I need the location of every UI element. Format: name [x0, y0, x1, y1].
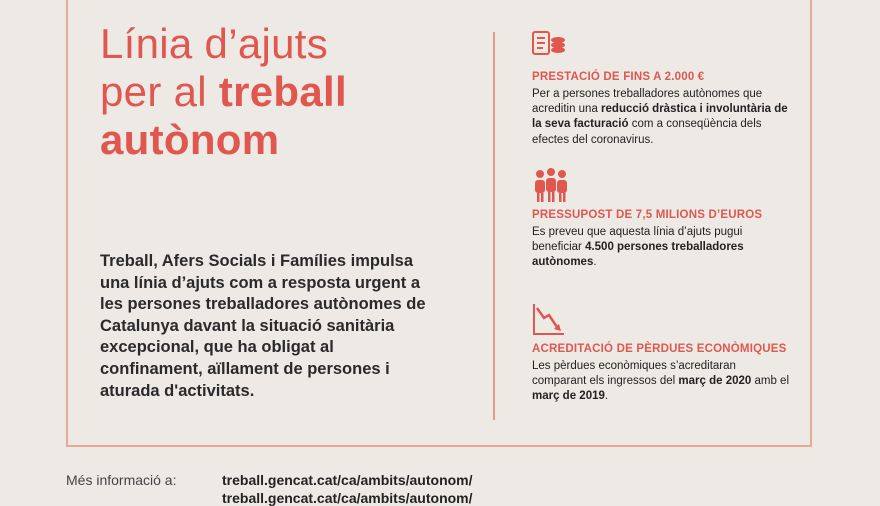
- item-body-bold: març de 2019: [532, 390, 605, 403]
- info-item-budget: [532, 168, 792, 271]
- item-heading: PRESSUPOST DE 7,5 MILIONS D’EUROS: [532, 209, 763, 221]
- info-item-benefit: [532, 30, 792, 148]
- item-body-bold: 4.500 persones treballadores autònomes: [532, 241, 744, 269]
- item-body: [532, 87, 792, 148]
- title-line-2-light: per al: [100, 68, 219, 115]
- item-body-text: amb el: [751, 375, 789, 388]
- column-divider: [493, 32, 495, 420]
- item-heading: PRESTACIÓ DE FINS A 2.000 €: [532, 71, 705, 83]
- item-heading: ACREDITACIÓ DE PÈRDUES ECONÒMIQUES: [532, 343, 787, 355]
- title-line-2-bold: treball: [218, 68, 347, 115]
- people-group-icon: [532, 168, 568, 204]
- more-info-link[interactable]: treball.gencat.cat/ca/ambits/autonom/: [222, 472, 473, 488]
- title-line-3: autònom: [100, 116, 280, 163]
- item-body-text: Per a persones treballadores autònomes que acreditin una: [532, 88, 763, 116]
- declining-chart-icon: [532, 302, 568, 338]
- item-body-text: Es preveu que aquesta línia d’ajuts pugui beneficiar: [532, 226, 743, 254]
- item-body-text: Les pèrdues econòmiques s’acreditaran comparant els ingressos del: [532, 360, 736, 388]
- title-line-2: [100, 68, 480, 116]
- item-body-bold: reducció dràstica i involuntària de la seva facturació: [532, 103, 788, 131]
- item-body-text: .: [604, 390, 609, 403]
- lead-paragraph: Treball, Afers Socials i Famílies impulsa una línia d’ajuts com a resposta urgent a les persones treballadores autònomes de Catalunya davant la situació sanitària excepcional, que ha obligat al confinament, aïllament de persones i aturada d'activitats.: [100, 252, 426, 400]
- more-info-label: Més informació a:: [66, 472, 177, 488]
- item-body-text: com a conseqüència dels efectes del coronavirus.: [532, 118, 762, 146]
- page-title: [100, 20, 480, 164]
- item-body: [532, 225, 792, 271]
- more-info-link-2[interactable]: treball.gencat.cat/ca/ambits/autonom/: [222, 490, 473, 506]
- money-stack-icon: [532, 30, 568, 66]
- item-body-bold: març de 2020: [678, 375, 752, 388]
- item-body: [532, 359, 792, 405]
- title-line-1: Línia d’ajuts: [100, 20, 329, 67]
- item-body-text: .: [593, 256, 597, 269]
- info-item-losses: [532, 302, 792, 405]
